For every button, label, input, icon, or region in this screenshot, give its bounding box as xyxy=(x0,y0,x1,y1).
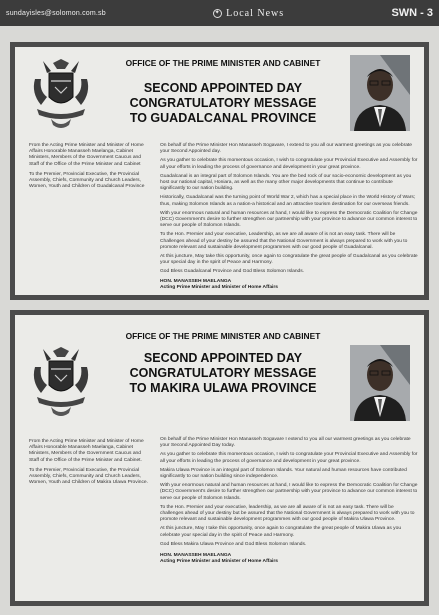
headline-line-3: TO MAKIRA ULAWA PROVINCE xyxy=(129,381,317,395)
signature-name: HON. MANASSEH MAELANGA xyxy=(160,278,232,284)
headline-line-2: CONGRATULATORY MESSAGE xyxy=(129,366,317,380)
headline-line-2: CONGRATULATORY MESSAGE xyxy=(129,96,317,110)
page-header xyxy=(0,0,439,26)
headline xyxy=(103,351,343,396)
message-column xyxy=(160,437,418,568)
coat-of-arms-icon xyxy=(29,345,93,419)
headline-line-3: TO GUADALCANAL PROVINCE xyxy=(129,111,317,125)
signature-title: Acting Prime Minister and Minister of Home Affairs xyxy=(160,284,279,290)
office-title: OFFICE OF THE PRIME MINISTER AND CABINET xyxy=(125,58,321,68)
page-number: SWN - 3 xyxy=(391,7,433,19)
to-paragraph: To the Premier, Provincial Executive, the Provincial Assembly, Chiefs, Community and Church Leaders, Women, Youth and Children of Guadalcanal Province xyxy=(29,171,145,190)
headline-line-1: SECOND APPOINTED DAY xyxy=(143,351,303,365)
message-paragraph: Guadalcanal is an integral part of Solomon Islands. You are the bed rock of our socio-economic development as you host our national capital, Honiara, as well as the many other major developments that continue to contribute significantly to our nation building. xyxy=(160,173,412,192)
message-paragraph: To the Hon. Premier and your executive, leadership, as we are all aware of is not an easy task. There will be challenges ahead of your destiny but be assured that the National Government is always prepared to work with you to promote relevant and sustainable development programmes with our good people of Makira Ulawa Province. xyxy=(160,504,415,523)
message-paragraph: At this juncture, May I take this opportunity, once again to congratulate the great people of Makira Ulawa as you celebrate your special day in the spirit of Peace and Harmony. xyxy=(160,526,402,538)
from-paragraph: From the Acting Prime Minister and Minister of Home Affairs Honorable Manasseh Maelanga, Cabinet Ministers, Members of the Government Caucus and Staff of the Office of the Prime Minister and Cabinet xyxy=(29,143,144,167)
message-paragraph: With your enormous natural and human resources at hand, I would like to express the Democratic Coalition for Change (DCC) Government's desire to further strengthen our partnership with your province to advance our common interest to serve our people of Solomon Islands. xyxy=(160,210,418,229)
message-paragraph: As you gather to celebrate this momentous occasion, I wish to congratulate your Provincial Executive and Assembly for all your efforts in leading the process of governance and development in your great province. xyxy=(160,452,418,464)
to-paragraph: To the Premier, Provincial Executive, the Provincial Assembly, Chiefs, Community and Church Leaders, Women, Youth and Children of Makira Ulawa Province. xyxy=(29,467,148,486)
message-paragraph: Makira Ulawa Province is an integral part of Solomon Islands. Your natural and human resources have contributed significantly to our nation building since independence. xyxy=(160,467,407,480)
newspaper-logo-icon: ✦ xyxy=(214,9,221,16)
advertisement-body xyxy=(15,47,424,295)
message-paragraph: At this juncture, May take this opportunity, once again to congratulate the great people of Guadalcanal as you celebrate your special day in the spirit of Peace and Harmony. xyxy=(160,254,418,266)
portrait-photo xyxy=(350,55,410,131)
recipients-column xyxy=(29,439,149,490)
message-paragraph: With your enormous natural and human resources at hand, I would like to express the Democratic Coalition for Change (DCC) Government's desire to further strengthen our partnership with your province to advance our common interest to serve our people of Solomon Islands. xyxy=(160,483,418,501)
message-paragraph: On behalf of the Prime Minister Hon Manasseh Sogavare, I extend to you all our warmest greetings as you celebrate your Second Appointed day. xyxy=(160,143,412,155)
headline-line-1: SECOND APPOINTED DAY xyxy=(143,81,303,95)
signature-title: Acting Prime Minister and Minister of Home Affairs xyxy=(160,559,279,565)
advertisement-makira-ulawa xyxy=(10,310,429,606)
message-paragraph: God Bless Guadalcanal Province and God Bless Solomon Islands. xyxy=(160,269,305,275)
from-paragraph: From the Acting Prime Minister and Minister of Home Affairs Honorable Manasseh Maelanga, Cabinet Ministers, Members of the Government Caucus and Staff of the Office of the Prime Minister and Cabinet. xyxy=(29,439,144,463)
portrait-photo xyxy=(350,345,410,421)
message-paragraph: To the Hon. Premier and your executive, Leadership, as we are all aware of is not an easy task. There will be Challenges ahead of your destiny be assured that the National Government is always prepared to work with you to promote relevant and sustainable development programmes with our good people of Guadalcanal. xyxy=(160,232,408,250)
section-title: Local News xyxy=(226,7,285,19)
message-column xyxy=(160,143,418,294)
message-paragraph: On behalf of the Prime Minister Hon Manasseh Sogavare I extend to you all our warmest greetings as you celebrate your Second Appointed Day today. xyxy=(160,437,411,449)
advertisement-body xyxy=(15,315,424,601)
message-paragraph: Historically, Guadalcanal was the turning point of World War 2, which has a special place in the World History of Wars; thus, making Solomon Islands as a nation-a historical and an attractive tourism destination for our overseas friends. xyxy=(160,195,416,207)
message-paragraph: God Bless Makira Ulawa Province and God Bless Solomon Islands. xyxy=(160,541,307,547)
advertisement-guadalcanal xyxy=(10,42,429,300)
coat-of-arms-icon xyxy=(29,57,93,131)
headline xyxy=(103,81,343,126)
recipients-column xyxy=(29,143,149,194)
header-section xyxy=(213,8,284,19)
office-title: OFFICE OF THE PRIME MINISTER AND CABINET xyxy=(125,331,321,341)
message-paragraph: As you gather to celebrate this momentous occasion, I wish to congratulate your Provincial Executive and Assembly for all your efforts in leading the process of governance and development in your great province. xyxy=(160,158,418,170)
header-email: sundayisles@solomon.com.sb xyxy=(6,9,106,17)
signature-name: HON. MANASSEH MAELANGA xyxy=(160,553,232,559)
